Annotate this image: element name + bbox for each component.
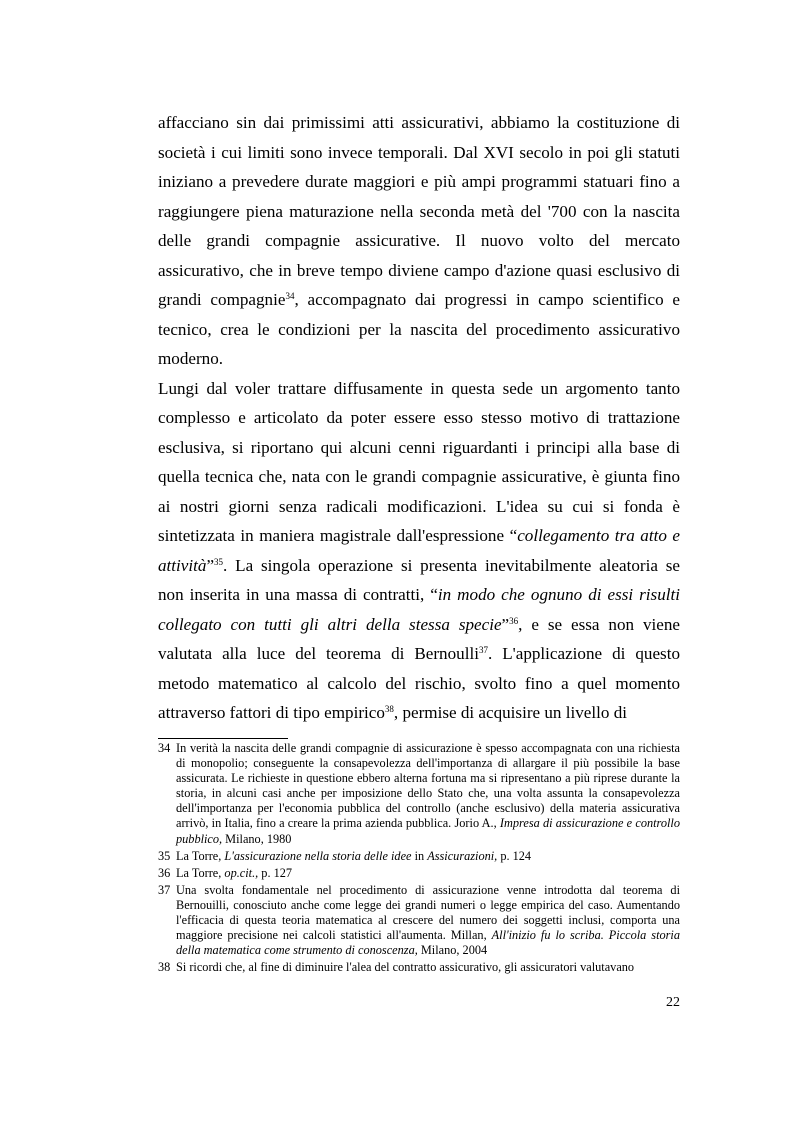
- footnote-number: 34: [158, 741, 171, 755]
- main-text: [158, 108, 680, 728]
- footnote-tail: Milano, 2004: [417, 943, 488, 958]
- paragraph-2-text-a: Lungi dal voler trattare diffusamente in questa sede un argomento tanto complesso e articolato da poter essere esso stesso motivo di trattazione esclusiva, si riportano qui alcuni cenni riguardanti i principi alla base di quella tecnica che, nata con le grandi compagnie assicurative, è giunta fino ai nostri giorni senza radicali modificazioni. L'idea su cui si fonda è sintetizzata in maniera magistrale dall'espressione “: [158, 378, 680, 545]
- footnote-34: [158, 741, 680, 847]
- page-number: 22: [666, 995, 680, 1010]
- footnote-author: La Torre,: [176, 848, 225, 863]
- footnote-tail: Milano, 1980: [222, 831, 292, 846]
- paragraph-2-text-e: , e se essa non viene valutata alla luce del teorema di Bernoulli: [158, 614, 681, 663]
- paragraph-1-text-b: , accompagnato dai progressi in campo scientifico e tecnico, crea le condizioni per la nascita del procedimento assicurativo moderno.: [158, 290, 680, 368]
- paragraph-2: [158, 374, 680, 728]
- footnote-text: in: [411, 848, 428, 863]
- footnote-number: 36: [158, 865, 171, 880]
- paragraph-2-text-d: ”: [501, 614, 510, 634]
- paragraph-2-text-b: ”: [206, 555, 215, 575]
- footnote-title: Impresa di assicurazione e controllo pubblico,: [176, 816, 680, 846]
- footnotes: [158, 741, 680, 977]
- footnote-38: [158, 960, 680, 975]
- footnote-author: La Torre,: [176, 865, 225, 880]
- footnote-text: Una svolta fondamentale nel procedimento di assicurazione venne introdotta dal teorema di Bernouilli, conosciuto anche come legge dei grandi numeri o legge empirica del caso. Aumentando l'efficacia di questa teoria matematica al crescere del numero dei soggetti inclusi, comporta una maggiore precisione nei calcoli statistici all'aumenta. Millan,: [176, 882, 680, 943]
- paragraph-2-text-c: . La singola operazione si presenta inevitabilmente aleatoria se non inserita in una massa di contratti, “: [158, 555, 680, 604]
- footnote-35: [158, 849, 680, 864]
- paragraph-1-text-a: affacciano sin dai primissimi atti assicurativi, abbiamo la costituzione di società i cui limiti sono invece temporali. Dal XVI secolo in poi gli statuti iniziano a prevedere durate maggiori e più ampi programmi statuari fino a raggiungere piena maturazione nella seconda metà del '700 con la nascita delle grandi compagnie assicurative. Il nuovo volto del mercato assicurativo, che in breve tempo diviene campo d'azione quasi esclusivo di grandi compagnie: [158, 113, 680, 309]
- paragraph-1: [158, 108, 680, 374]
- footnote-number: 38: [158, 960, 171, 975]
- footnote-tail: p. 127: [258, 865, 293, 880]
- footnote-separator: [158, 738, 288, 739]
- footnote-title: op.cit.,: [224, 865, 259, 880]
- footnote-title: L'assicurazione nella storia delle idee: [224, 848, 412, 863]
- paragraph-2-text-g: , permise di acquisire un livello di: [393, 703, 627, 722]
- footnote-text: In verità la nascita delle grandi compagnie di assicurazione è spesso accompagnata con una richiesta di monopolio; conseguente la consapevolezza dell'importanza di allargare il più possibile la base assicurata. Le richieste in questione ebbero alterna fortuna ma si ripresentano a più riprese durante la storia, in alcuni casi anche per imposizione dello Stato che, una volta assunta la consapevolezza dell'importanza per l'economia pubblica del controllo (anche esclusivo) della materia assicurativa arrivò, in Italia, fino a creare la prima azienda pubblica. Jorio A.,: [176, 741, 680, 831]
- paragraph-2-text-f: . L'applicazione di questo metodo matematico al calcolo del rischio, svolto fino a quel momento attraverso fattori di tipo empirico: [158, 644, 680, 722]
- footnote-tail: p. 124: [497, 848, 532, 863]
- footnote-ref-37[interactable]: 37: [478, 645, 488, 655]
- footnote-text: Si ricordi che, al fine di diminuire l'alea del contratto assicurativo, gli assicuratori valutavano: [176, 960, 635, 975]
- quote-contratti: in modo che ognuno di essi risulti collegato con tutti gli altri della stessa specie: [158, 585, 680, 634]
- footnote-ref-38[interactable]: 38: [384, 704, 394, 714]
- footnote-37: [158, 883, 680, 958]
- footnote-number: 37: [158, 882, 171, 897]
- quote-collegamento: collegamento tra atto e attività: [158, 526, 680, 575]
- footnote-journal: Assicurazioni,: [427, 848, 498, 863]
- footnote-ref-35[interactable]: 35: [214, 556, 224, 567]
- footnote-title: All'inizio fu lo scriba. Piccola storia della matematica come strumento di conoscenza,: [176, 928, 680, 958]
- footnote-ref-36[interactable]: 36: [509, 615, 519, 626]
- footnote-number: 35: [158, 848, 171, 863]
- footnote-36: [158, 866, 680, 881]
- footnote-ref-34[interactable]: 34: [285, 291, 295, 301]
